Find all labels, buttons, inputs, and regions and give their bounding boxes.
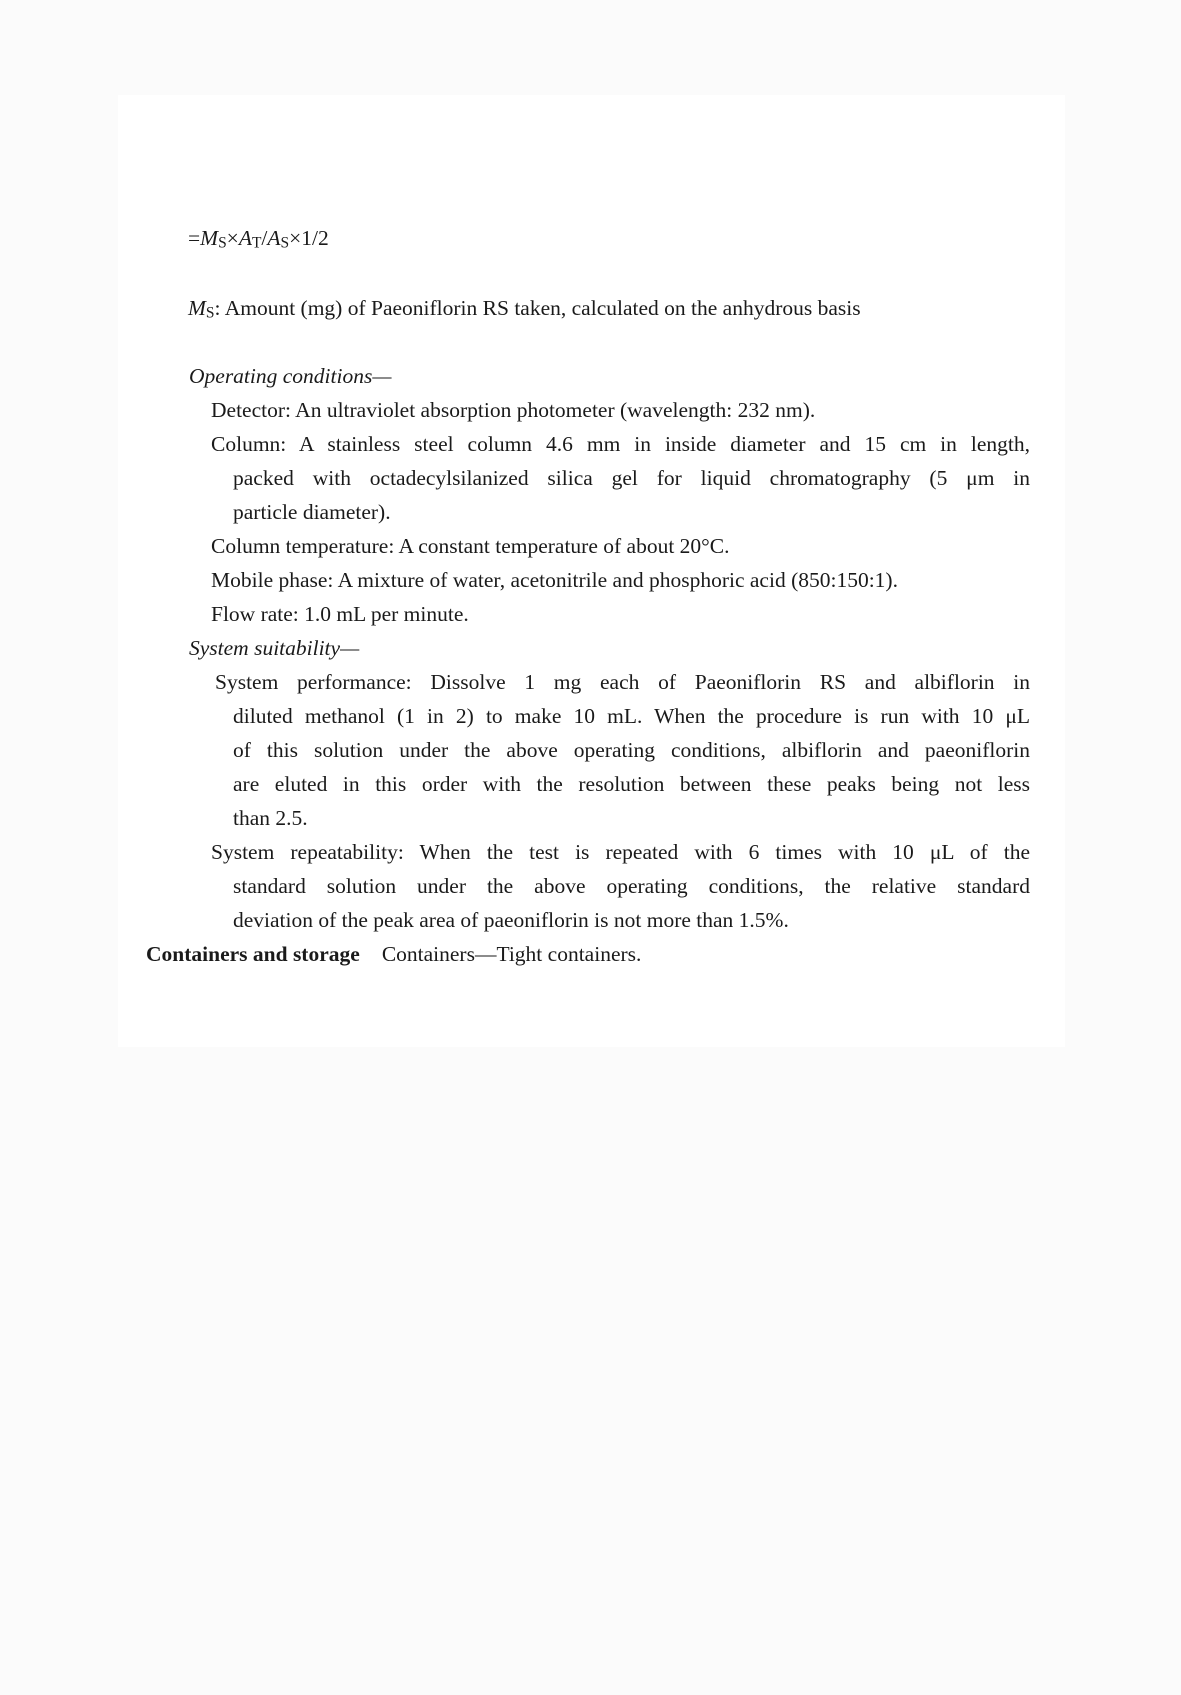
column-text-line3: particle diameter). xyxy=(233,500,391,524)
assay-formula xyxy=(188,221,329,260)
containers-text: Containers—Tight containers. xyxy=(381,942,642,966)
system-performance-line3: of this solution under the above operating conditions, albiflorin and paeoniflorin xyxy=(233,738,1030,762)
column-temperature-text: Column temperature: A constant temperature of about 20°C. xyxy=(211,534,730,558)
system-repeatability-line3: deviation of the peak area of paeoniflorin is not more than 1.5%. xyxy=(233,908,789,932)
formula-as: A xyxy=(267,226,281,250)
formula-ms-sub: S xyxy=(218,234,227,252)
system-performance-line5: than 2.5. xyxy=(233,806,308,830)
formula-ms: M xyxy=(200,226,219,250)
formula-slash: / xyxy=(261,226,268,250)
definition-symbol: M xyxy=(188,296,206,320)
mobile-phase-text: Mobile phase: A mixture of water, acetonitrile and phosphoric acid (850:150:1). xyxy=(211,568,898,592)
document-page xyxy=(118,95,1065,1047)
formula-as-sub: S xyxy=(280,234,290,252)
definition-symbol-sub: S xyxy=(205,304,215,322)
formula-times: × xyxy=(226,226,239,250)
column-text-line1: Column: A stainless steel column 4.6 mm in inside diameter and 15 cm in length, xyxy=(211,432,1030,456)
formula-equals: = xyxy=(188,226,201,250)
containers-storage xyxy=(146,937,641,971)
formula-tail: 1/2 xyxy=(301,226,329,250)
system-performance-line4: are eluted in this order with the resolution between these peaks being not less xyxy=(233,772,1030,796)
containers-label: Containers and storage xyxy=(146,942,360,966)
formula-at-sub: T xyxy=(251,234,262,252)
column-text-line2: packed with octadecylsilanized silica gel for liquid chromatography (5 μm in xyxy=(233,466,1030,490)
operating-conditions-heading: Operating conditions— xyxy=(189,364,392,388)
system-repeatability-line1: System repeatability: When the test is repeated with 6 times with 10 μL of the xyxy=(211,840,1030,864)
system-performance-line2: diluted methanol (1 in 2) to make 10 mL. When the procedure is run with 10 μL xyxy=(233,704,1030,728)
detector-text: Detector: An ultraviolet absorption photometer (wavelength: 232 nm). xyxy=(211,398,816,422)
definition-text: : Amount (mg) of Paeoniflorin RS taken, calculated on the anhydrous basis xyxy=(214,296,861,320)
system-repeatability-line2: standard solution under the above operating conditions, the relative standard xyxy=(233,874,1030,898)
ms-definition xyxy=(188,291,861,330)
formula-at: A xyxy=(238,226,252,250)
system-performance-line1: System performance: Dissolve 1 mg each of Paeoniflorin RS and albiflorin in xyxy=(215,670,1030,694)
flow-rate-text: Flow rate: 1.0 mL per minute. xyxy=(211,602,469,626)
formula-times: × xyxy=(289,226,302,250)
system-suitability-heading: System suitability— xyxy=(189,636,360,660)
